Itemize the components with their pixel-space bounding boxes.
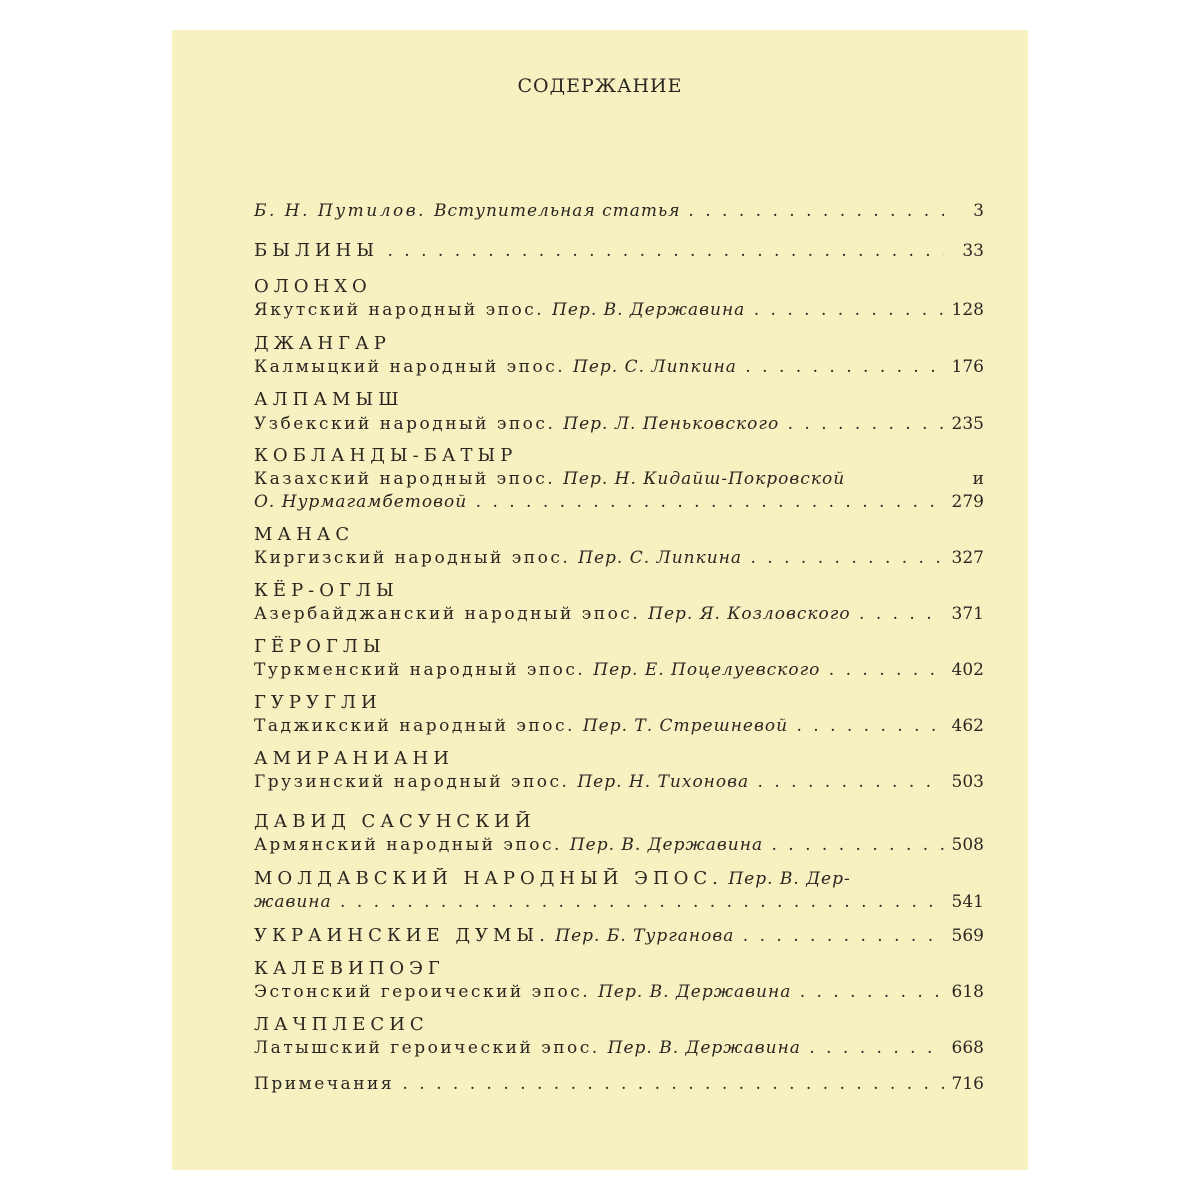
entry-translator-continued: жавина [254, 892, 332, 912]
entry-title: УКРАИНСКИЕ ДУМЫ. [254, 925, 550, 946]
page-number: 503 [951, 772, 984, 792]
page-number: 716 [951, 1074, 984, 1094]
toc-entry-moldavsky [254, 885, 984, 913]
entry-translator: Пер. Я. Козловского [648, 604, 851, 624]
toc-entry-alpamysh [254, 407, 984, 435]
toc-entry-olonkho [254, 293, 984, 321]
entry-title: АЛПАМЫШ [254, 389, 404, 410]
toc-entry-david-sasunsky [254, 828, 984, 856]
book-page [172, 30, 1028, 1170]
page-number: 176 [951, 357, 984, 377]
page-number: 462 [951, 716, 984, 736]
entry-title: Примечания [254, 1074, 395, 1094]
entry-translator: Пер. Б. Турганова [555, 926, 735, 946]
toc-entry-amiraniani [254, 765, 984, 793]
toc-entry-koblandy [254, 485, 984, 513]
entry-translator: Пер. В. Державина [552, 300, 746, 320]
page-heading: СОДЕРЖАНИЕ [517, 75, 683, 97]
entry-translator: Пер. Н. Кидайш-Покровской [563, 469, 846, 489]
entry-subtitle: Грузинский народный эпос. [254, 772, 570, 792]
entry-title: Вступительная статья [433, 201, 681, 221]
entry-translator: Пер. Л. Пеньковского [563, 414, 780, 434]
entry-title: МАНАС [254, 524, 355, 545]
entry-translator: Пер. В. Державина [598, 982, 792, 1002]
entry-translator: Пер. В. Державина [607, 1038, 801, 1058]
entry-translator: Пер. В. Державина [569, 835, 764, 855]
entry-subtitle: Таджикский народный эпос. [254, 716, 575, 736]
entry-subtitle: Якутский народный эпос. [254, 300, 545, 320]
entry-title: КЁР-ОГЛЫ [254, 580, 399, 601]
page-number: 33 [962, 241, 984, 261]
page-number: 569 [951, 926, 984, 946]
entry-title: ГУРУГЛИ [254, 692, 382, 713]
entry-title: ДАВИД САСУНСКИЙ [254, 811, 536, 832]
entry-translator: Пер. Н. Тихонова [577, 772, 750, 792]
page-number: 508 [951, 835, 984, 855]
entry-title: МОЛДАВСКИЙ НАРОДНЫЙ ЭПОС. [254, 868, 723, 889]
entry-title: КАЛЕВИПОЭГ [254, 958, 445, 979]
toc-entry-gurugli [254, 709, 984, 737]
entry-subtitle: Казахский народный эпос. [254, 469, 556, 489]
entry-subtitle: Узбекский народный эпос. [254, 414, 556, 434]
entry-subtitle: Азербайджанский народный эпос. [254, 604, 641, 624]
entry-translator: Пер. С. Липкина [573, 357, 737, 377]
toc-entry-intro [254, 194, 984, 222]
entry-subtitle: Калмыцкий народный эпос. [254, 357, 566, 377]
entry-subtitle: Армянский народный эпос. [254, 835, 562, 855]
page-number: 128 [951, 300, 984, 320]
entry-title: ГЁРОГЛЫ [254, 636, 386, 657]
page-number: 327 [951, 548, 984, 568]
toc-entry-dzhangar [254, 350, 984, 378]
page-number: 371 [951, 604, 984, 624]
entry-subtitle: Киргизский народный эпос. [254, 548, 571, 568]
entry-title: АМИРАНИАНИ [254, 748, 454, 769]
page-number: 3 [973, 201, 984, 221]
toc-entry-ker-ogly [254, 597, 984, 625]
toc-entry-lachplesis [254, 1031, 984, 1059]
entry-subtitle: Туркменский народный эпос. [254, 660, 586, 680]
page-number: 279 [951, 492, 984, 512]
page-number: 541 [951, 892, 984, 912]
entry-translator: Пер. Т. Стрешневой [582, 716, 789, 736]
entry-subtitle: Эстонский героический эпос. [254, 982, 591, 1002]
entry-conjunction: и [972, 469, 984, 489]
entry-title: ОЛОНХО [254, 276, 372, 297]
entry-title: КОБЛАНДЫ-БАТЫР [254, 445, 518, 466]
toc-entry-notes [254, 1067, 984, 1095]
page-number: 618 [951, 982, 984, 1002]
entry-translator-continued: О. Нурмагамбетовой [254, 492, 468, 512]
page-number: 235 [951, 414, 984, 434]
entry-title: ЛАЧПЛЕСИС [254, 1014, 429, 1035]
entry-subtitle: Латышский героический эпос. [254, 1038, 600, 1058]
toc-entry-byliny [254, 234, 984, 262]
toc-entry-manas [254, 541, 984, 569]
page-number: 402 [951, 660, 984, 680]
toc-entry-kalevipoeg [254, 975, 984, 1003]
entry-title: ДЖАНГАР [254, 333, 391, 354]
entry-translator: Пер. Е. Поцелуевского [593, 660, 821, 680]
page-number: 668 [951, 1038, 984, 1058]
entry-author: Б. Н. Путилов. [254, 201, 427, 221]
entry-translator: Пер. В. Дер- [728, 869, 851, 889]
toc-entry-ukrainskie-dumy [254, 919, 984, 947]
toc-entry-gerogly [254, 653, 984, 681]
entry-title: БЫЛИНЫ [254, 240, 380, 261]
entry-translator: Пер. С. Липкина [578, 548, 743, 568]
